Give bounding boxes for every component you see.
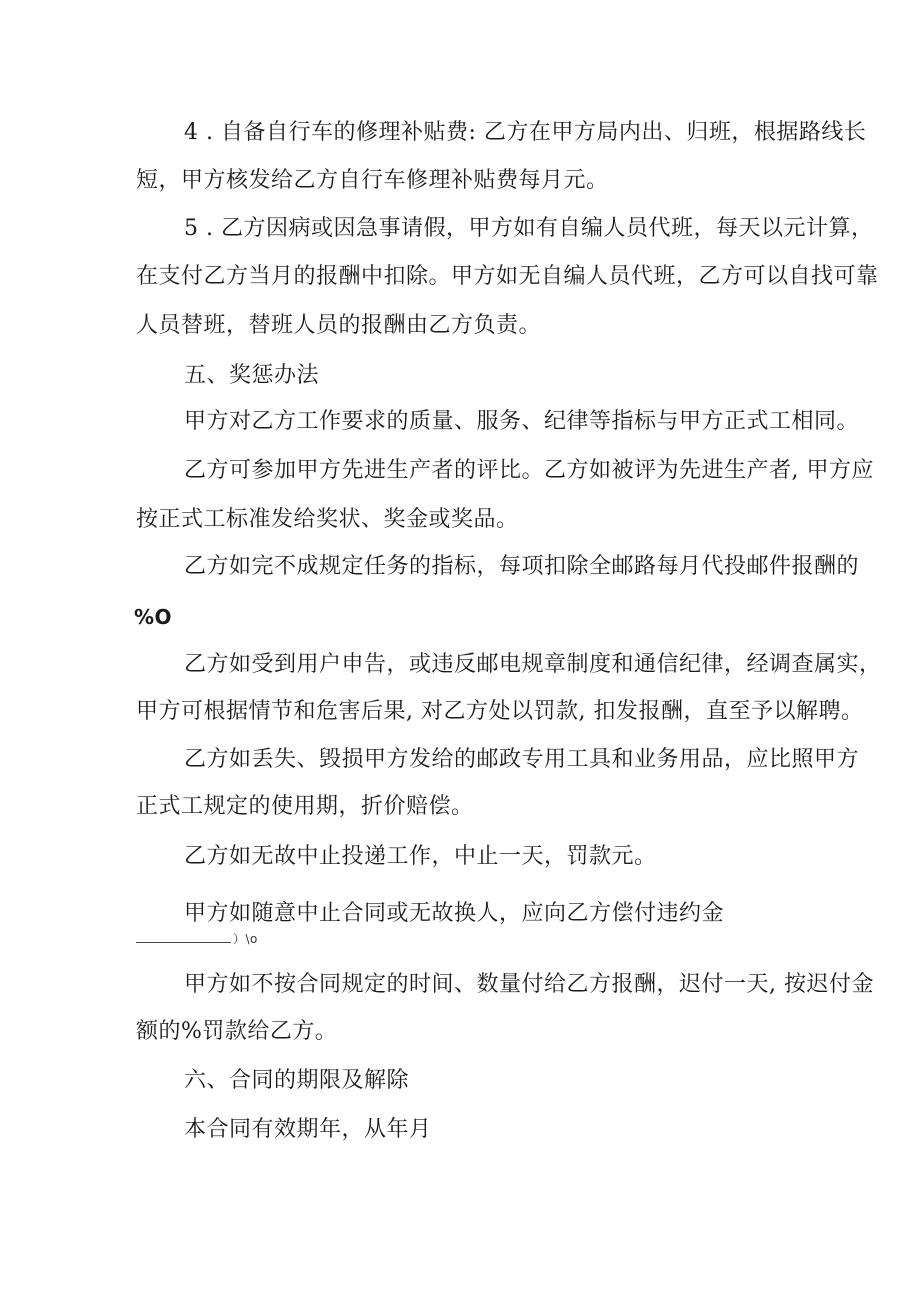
paragraph-breach-line-1: 甲方如随意中止合同或无故换人，应向乙方偿付违约金 [184,901,725,926]
section-heading-rewards-penalties: 五、奖惩办法 [184,363,320,388]
paragraph-task-deduction-line-2: %O [134,605,173,629]
paragraph-breach-line-2 [136,931,258,947]
paragraph-task-deduction-line-1: 乙方如完不成规定任务的指标，每项扣除全邮路每月代投邮件报酬的 [184,554,860,579]
paragraph-quality-requirements: 甲方对乙方工作要求的质量、服务、纪律等指标与甲方正式工相同。 [184,409,860,434]
paragraph-loss-damage-line-2: 正式工规定的使用期，折价赔偿。 [136,794,474,819]
paragraph-late-payment-line-2: 额的%罚款给乙方。 [136,1019,338,1044]
section-heading-term-termination: 六、合同的期限及解除 [184,1068,410,1093]
clause-4-line-2: 短，甲方核发给乙方自行车修理补贴费每月元。 [136,168,609,193]
clause-5-line-1: 5 . 乙方因病或因急事请假，甲方如有自编人员代班，每天以元计算， [184,216,874,241]
paragraph-loss-damage-line-1: 乙方如丢失、毁损甲方发给的邮政专用工具和业务用品，应比照甲方 [184,747,860,772]
paragraph-complaint-line-1: 乙方如受到用户申告，或违反邮电规章制度和通信纪律，经调查属实， [184,652,882,677]
paragraph-late-payment-line-1: 甲方如不按合同规定的时间、数量付给乙方报酬，迟付一天, 按迟付金 [184,972,874,997]
paragraph-work-stoppage: 乙方如无故中止投递工作，中止一天，罚款元。 [184,844,657,869]
paragraph-advanced-worker-line-2: 按正式工标准发给奖状、奖金或奖品。 [136,507,519,532]
clause-4-line-1: 4 . 自备自行车的修理补贴费: 乙方在甲方局内出、归班，根据路线长 [184,120,867,145]
clause-5-line-3: 人员替班，替班人员的报酬由乙方负责。 [136,313,542,338]
clause-5-line-2: 在支付乙方当月的报酬中扣除。甲方如无自编人员代班，乙方可以自找可靠 [136,264,879,289]
fill-in-blank-underline [136,932,231,943]
paragraph-validity-period: 本合同有效期年，从年月 [184,1117,432,1142]
paragraph-complaint-line-2: 甲方可根据情节和危害后果, 对乙方处以罚款, 扣发报酬，直至予以解聘。 [136,699,864,724]
paragraph-advanced-worker-line-1: 乙方可参加甲方先进生产者的评比。乙方如被评为先进生产者, 甲方应 [184,458,874,483]
breach-blank-suffix: ）\o [233,932,258,946]
